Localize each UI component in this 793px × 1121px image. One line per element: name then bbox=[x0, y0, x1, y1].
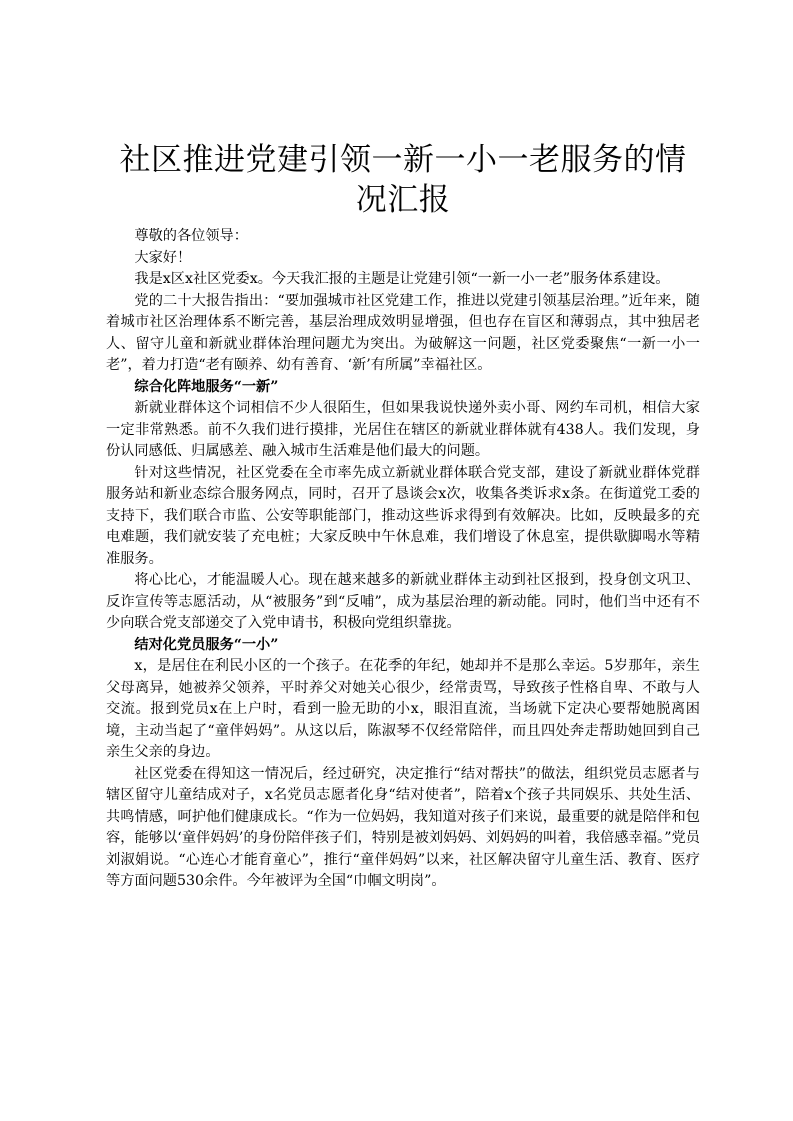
section-heading-new: 综合化阵地服务“一新” bbox=[134, 378, 279, 395]
document-page bbox=[106, 140, 700, 893]
section-young-paragraph-2: 社区党委在得知这一情况后，经过研究，决定推行“结对帮扶”的做法，组织党员志愿者与辖区留守儿童结成对子，x名党员志愿者化身“结对使者”，陪着x个孩子共同娱乐、共处生活、共鸣情感，呵护他们健康成长。“作为一位妈妈，我知道对孩子们来说，最重要的就是陪伴和包容，能够以‘童伴妈妈’的身份陪伴孩子们，特别是被刘妈妈、刘妈妈的叫着，我倍感幸福。”党员刘淑娟说。“心连心才能育童心”，推行“童伴妈妈”以来，社区解决留守儿童生活、教育、医疗等方面问题530余件。今年被评为全国“巾帼文明岗”。 bbox=[106, 765, 700, 889]
document-title: 社区推进党建引领一新一小一老服务的情况汇报 bbox=[119, 142, 687, 218]
salutation: 尊敬的各位领导： bbox=[134, 228, 248, 244]
section-new-paragraph-2: 针对这些情况，社区党委在全市率先成立新就业群体联合党支部，建设了新就业群体党群服务站和新业态综合服务网点，同时，召开了恳谈会x次，收集各类诉求x条。在街道党工委的支持下，我们联合市监、公安等职能部门，推动这些诉求得到有效解决。比如，反映最多的充电难题，我们就安装了充电桩；大家反映中午休息难，我们增设了休息室，提供歇脚喝水等精准服务。 bbox=[106, 464, 700, 567]
section-new-paragraph-3: 将心比心，才能温暖人心。现在越来越多的新就业群体主动到社区报到，投身创文巩卫、反诈宣传等志愿活动，从“被服务”到“反哺”，成为基层治理的新动能。同时，他们当中还有不少向联合党支部递交了入党申请书，积极向党组织靠拢。 bbox=[106, 572, 700, 631]
greeting: 大家好！ bbox=[134, 249, 192, 266]
section-new-paragraph-1: 新就业群体这个词相信不少人很陌生，但如果我说快递外卖小哥、网约车司机，相信大家一定非常熟悉。前不久我们进行摸排，光居住在辖区的新就业群体就有438人。我们发现，身份认同感低、归属感差、融入城市生活难是他们最大的问题。 bbox=[106, 400, 700, 459]
background-paragraph: 党的二十大报告指出：“要加强城市社区党建工作，推进以党建引领基层治理。”近年来，随着城市社区治理体系不断完善，基层治理成效明显增强，但也存在盲区和薄弱点，其中独居老人、留守儿童和新就业群体治理问题尤为突出。为破解这一问题，社区党委聚焦“一新一小一老”，着力打造“老有颐养、幼有善育、‘新’有所属”幸福社区。 bbox=[106, 292, 700, 373]
section-heading-young: 结对化党员服务“一小” bbox=[134, 636, 279, 653]
section-young-paragraph-1: x，是居住在利民小区的一个孩子。在花季的年纪，她却并不是那么幸运。5岁那年，亲生父母离异，她被养父领养，平时养父对她关心很少，经常责骂，导致孩子性格自卑、不敢与人交流。报到党员x在上户时，看到一脸无助的小x，眼泪直流，当场就下定决心要帮她脱离困境，主动当起了“童伴妈妈”。从这以后，陈淑琴不仅经常陪伴，而且四处奔走帮助她回到自己亲生父亲的身边。 bbox=[106, 658, 700, 760]
intro-paragraph: 我是x区x社区党委x。今天我汇报的主题是让党建引领“一新一小一老”服务体系建设。 bbox=[134, 271, 670, 287]
